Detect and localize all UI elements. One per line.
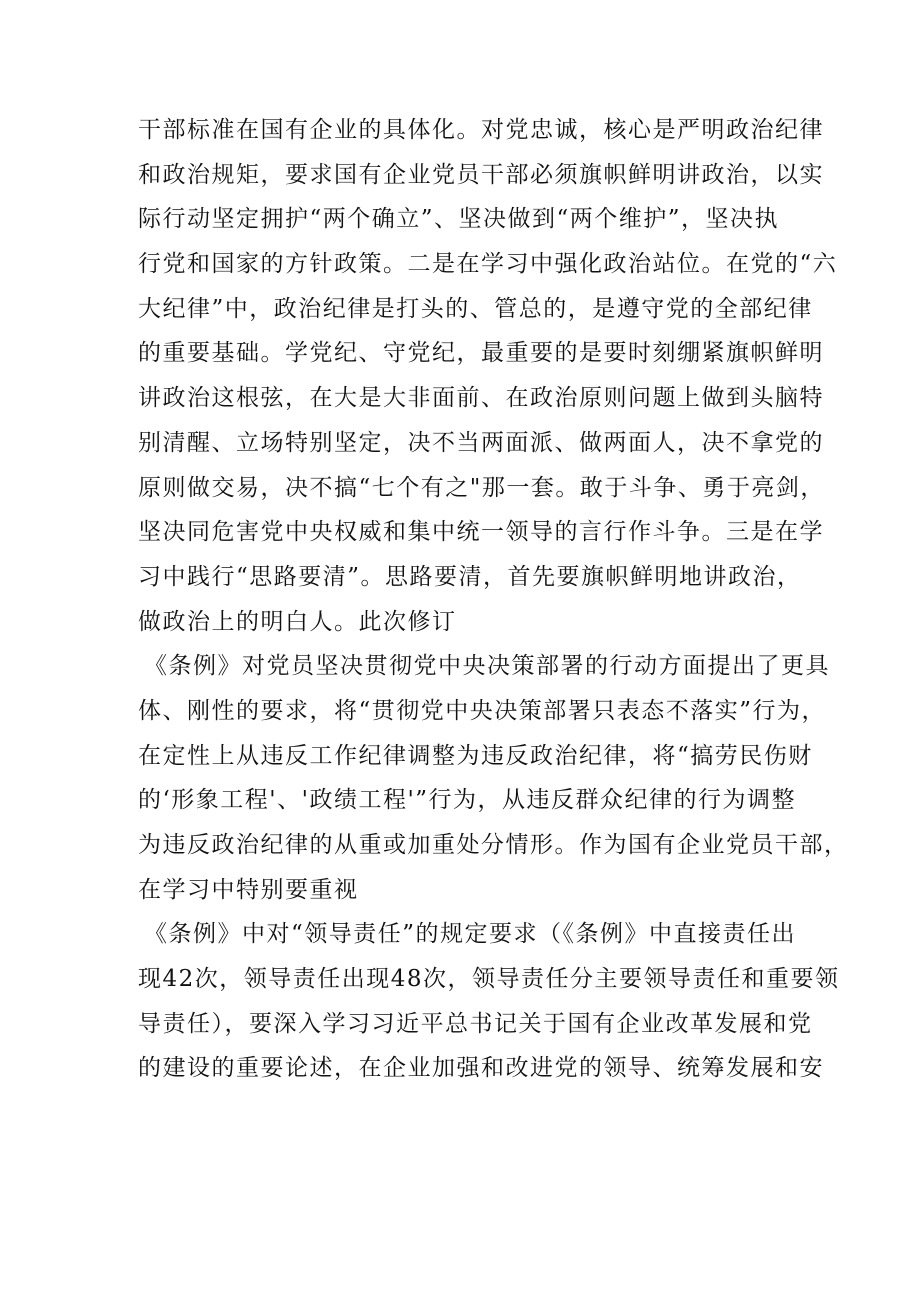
text-line: 干部标准在国有企业的具体化。对党忠诚，核心是严明政治纪律 [138,117,824,143]
text-line: 讲政治这根弦，在大是大非面前、在政治原则问题上做到头脑特 [138,385,824,412]
text-line: 为违反政治纪律的从重或加重处分情形。作为国有企业党员干部， [138,832,849,858]
text-line: 的建设的重要论述，在企业加强和改进党的领导、统筹发展和安 [138,1055,824,1082]
text-line: 做政治上的明白人。此次修订 [138,608,457,635]
text-line: 的‘形象工程'、'政绩工程'”行为，从违反群众纪律的行为调整 [138,787,797,814]
text-line: 的重要基础。学党纪、守党纪，最重要的是要时刻绷紧旗帜鲜明 [138,340,824,367]
text-line: 和政治规矩，要求国有企业党员干部必须旗帜鲜明讲政治，以实 [138,161,824,188]
text-line: 体、刚性的要求，将“贯彻党中央决策部署只表态不落实”行为， [138,697,827,724]
text-line: 导责任），要深入学习习近平总书记关于国有企业改革发展和党 [138,1010,813,1037]
text-line: 现42次，领导责任出现48次，领导责任分主要领导责任和重要领 [138,966,840,993]
text-line: 习中践行“思路要清”。思路要清，首先要旗帜鲜明地讲政治， [138,563,802,590]
text-line: 行党和国家的方针政策。二是在学习中强化政治站位。在党的“六 [138,251,838,278]
text-line: 别清醒、立场特别坚定，决不当两面派、做两面人，决不拿党的 [138,429,824,456]
text-line: 大纪律”中，政治纪律是打头的、管总的，是遵守党的全部纪律 [138,295,813,322]
text-line: 坚决同危害党中央权威和集中统一领导的言行作斗争。三是在学 [138,519,824,546]
body-text [138,108,849,1091]
text-line: 际行动坚定拥护“两个确立”、坚决做到“两个维护”，坚决执 [138,206,780,233]
text-line: 《条例》对党员坚决贯彻党中央决策部署的行动方面提出了更具 [144,653,830,680]
text-line: 在学习中特别要重视 [138,876,359,903]
text-line: 《条例》中对“领导责任”的规定要求（《条例》中直接责任出 [144,921,797,948]
text-line: 原则做交易，决不搞“七个有之"那一套。敢于斗争、勇于亮剑， [138,474,825,501]
text-line: 在定性上从违反工作纪律调整为违反政治纪律，将“搞劳民伤财 [138,742,813,769]
